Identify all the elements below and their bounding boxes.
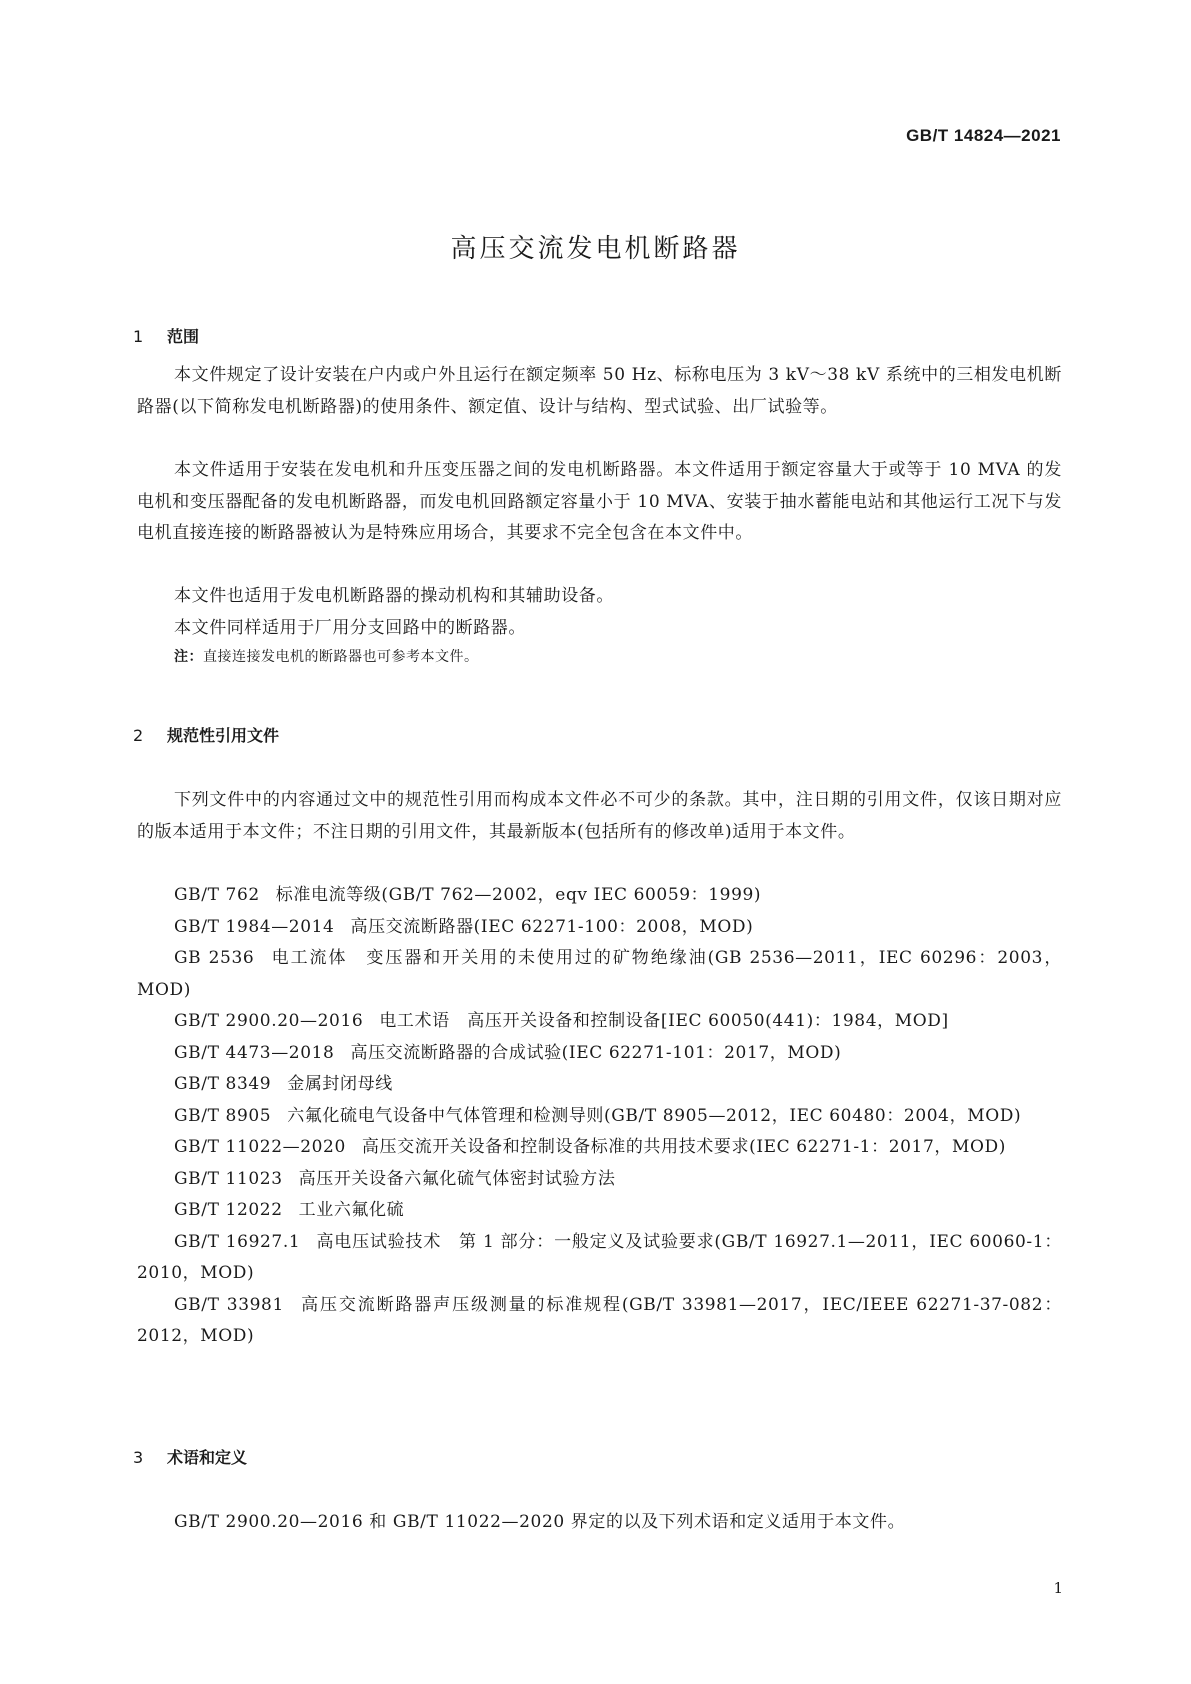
standard-number: GB/T 14824—2021 [906,126,1061,145]
reference-title: 工业六氟化硫 [298,1200,405,1220]
reference-code: GB/T 33981 [174,1294,284,1315]
section-2-heading [133,726,279,746]
reference-item [137,912,1062,944]
section-2-title: 规范性引用文件 [167,726,280,745]
document-title: 高压交流发电机断路器 [450,234,741,264]
reference-title: 高压交流断路器的合成试验(IEC 62271-101：2017，MOD) [350,1042,842,1063]
section-1-paragraph-2: 本文件适用于安装在发电机和升压变压器之间的发电机断路器。本文件适用于额定容量大于或等于 10 MVA 的发电机和变压器配备的发电机断路器，而发电机回路额定容量小于 10 MVA、安装于抽水蓄能电站和其他运行工况下与发电机直接连接的断路器被认为是特殊应用场合，其要求不完全包含在本文件中。 [137,460,1062,543]
section-2-intro: 下列文件中的内容通过文中的规范性引用而构成本文件必不可少的条款。其中，注日期的引用文件，仅该日期对应的版本适用于本文件；不注日期的引用文件，其最新版本(包括所有的修改单)适用于本文件。 [137,790,1062,842]
section-3-intro: GB/T 2900.20—2016 和 GB/T 11022—2020 界定的以及下列术语和定义适用于本文件。 [174,1512,906,1532]
reference-title: 高压交流开关设备和控制设备标准的共用技术要求(IEC 62271-1：2017，MOD) [361,1137,1006,1157]
reference-item [137,1132,1062,1164]
reference-code: GB/T 16927.1 [174,1231,301,1252]
reference-item [137,880,1062,912]
section-3-title: 术语和定义 [167,1448,248,1467]
section-3-heading [133,1448,247,1468]
reference-title: 金属封闭母线 [287,1074,393,1094]
reference-title: 高压开关设备六氟化硫气体密封试验方法 [298,1168,616,1189]
reference-title: 电工流体 变压器和开关用的未使用过的矿物绝缘油(GB 2536—2011，IEC 60296：2003，MOD) [137,948,1062,1000]
reference-item [137,1069,1062,1101]
reference-item [137,1101,1062,1133]
reference-code: GB/T 762 [174,885,260,905]
reference-item [137,1038,1062,1070]
section-1-paragraph-4: 本文件同样适用于厂用分支回路中的断路器。 [174,618,526,638]
note-label: 注： [174,649,203,665]
reference-code: GB/T 2900.20—2016 [174,1011,364,1031]
reference-code: GB/T 4473—2018 [174,1042,335,1063]
reference-title: 电工术语 高压开关设备和控制设备[IEC 60050(441)：1984，MOD] [379,1011,949,1031]
reference-title: 高压交流断路器声压级测量的标准规程(GB/T 33981—2017，IEC/IEEE 62271-37-082：2012，MOD) [137,1294,1062,1346]
reference-code: GB/T 1984—2014 [174,916,335,937]
normative-references-list [137,880,1062,1353]
section-3-number: 3 [133,1448,144,1467]
section-1-title: 范围 [167,327,200,346]
reference-title: 标准电流等级(GB/T 762—2002，eqv IEC 60059：1999) [275,885,762,905]
section-1-number: 1 [133,327,144,346]
page-number: 1 [1053,1579,1063,1597]
reference-code: GB/T 8349 [174,1074,272,1094]
section-1-paragraph-1: 本文件规定了设计安装在户内或户外且运行在额定频率 50 Hz、标称电压为 3 kV～38 kV 系统中的三相发电机断路器(以下简称发电机断路器)的使用条件、额定值、设计与结构、型式试验、出厂试验等。 [137,365,1062,417]
reference-title: 高压交流断路器(IEC 62271-100：2008，MOD) [350,916,754,937]
note-text: 直接连接发电机的断路器也可参考本文件。 [203,649,479,665]
reference-item [137,1195,1062,1227]
reference-item [137,1290,1062,1353]
section-1-note [174,647,479,667]
reference-item [137,943,1062,1006]
reference-code: GB 2536 [174,948,255,968]
reference-item [137,1006,1062,1038]
reference-item [137,1227,1062,1290]
reference-title: 六氟化硫电气设备中气体管理和检测导则(GB/T 8905—2012，IEC 60480：2004，MOD) [287,1105,1022,1126]
reference-code: GB/T 12022 [174,1200,283,1220]
section-2-number: 2 [133,726,144,745]
section-1-paragraph-3: 本文件也适用于发电机断路器的操动机构和其辅助设备。 [174,586,614,606]
reference-item [137,1164,1062,1196]
section-1-heading [133,327,199,347]
reference-code: GB/T 11023 [174,1168,283,1189]
reference-code: GB/T 8905 [174,1105,272,1126]
reference-code: GB/T 11022—2020 [174,1137,346,1157]
reference-title: 高电压试验技术 第 1 部分：一般定义及试验要求(GB/T 16927.1—2011，IEC 60060-1：2010，MOD) [137,1231,1062,1283]
